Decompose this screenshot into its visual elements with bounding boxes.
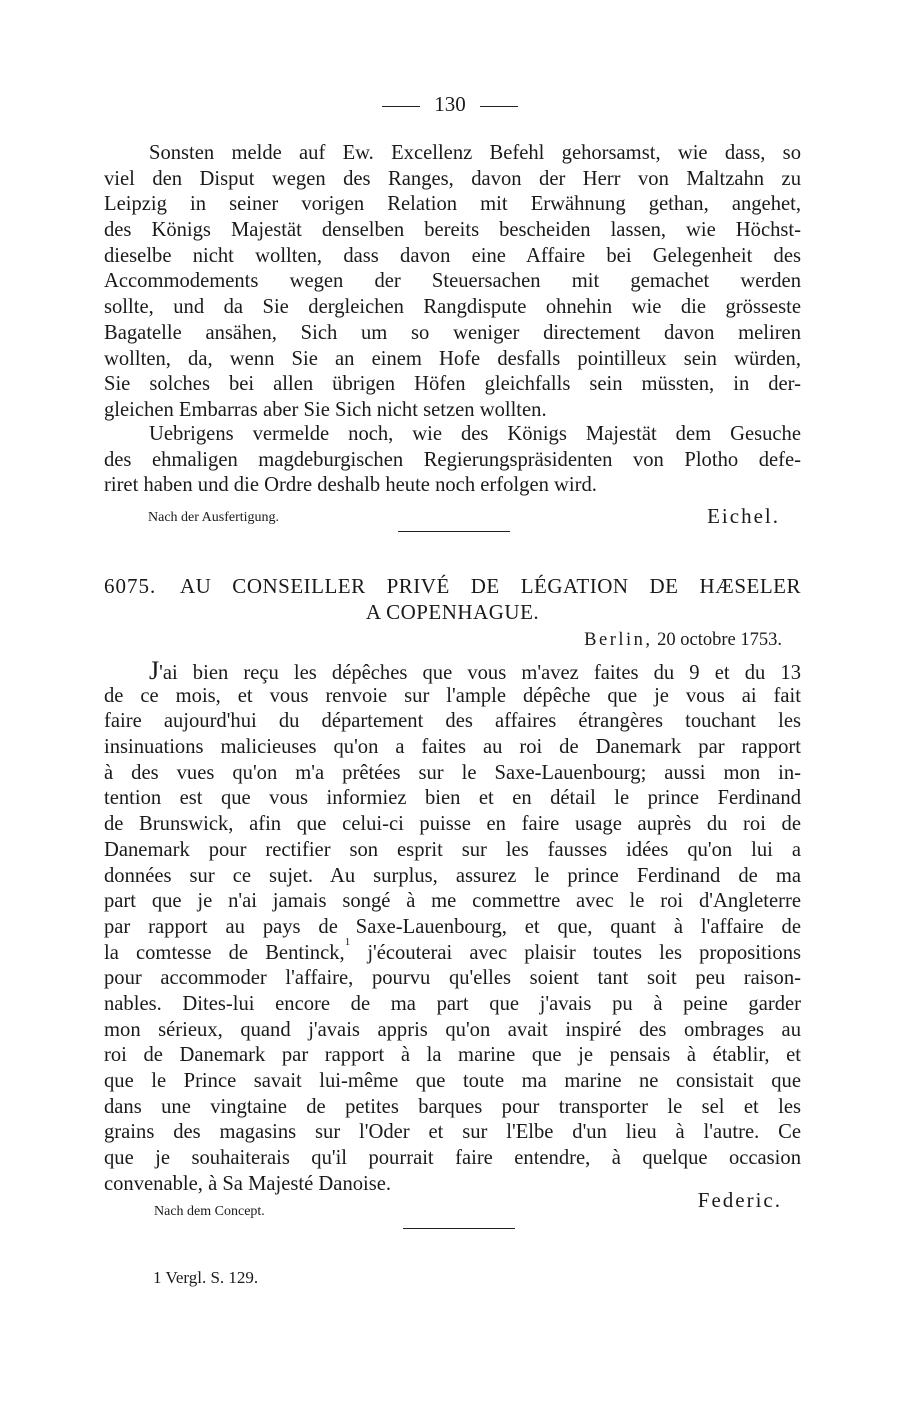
- text-line: nables. Dites-lui encore de ma part que j'avais pu à peine garder: [104, 992, 801, 1015]
- document-number: 6075.: [104, 574, 157, 598]
- heading-line-1: AU CONSEILLER PRIVÉ DE LÉGATION DE HÆSELER: [180, 574, 801, 598]
- source-note-2: Nach dem Concept.: [154, 1204, 265, 1219]
- heading-line-2: A COPENHAGUE.: [365, 600, 540, 624]
- text-line: part que je n'ai jamais songé à me commettre avec le roi d'Angleterre: [104, 890, 801, 913]
- text-line: que je souhaiterais qu'il pourrait faire entendre, à quelque occasion: [104, 1147, 801, 1170]
- dateline-place: Berlin,: [584, 630, 653, 650]
- text-line: Sonsten melde auf Ew. Excellenz Befehl gehorsamst, wie dass, so: [149, 142, 801, 164]
- header-dash-right: [480, 106, 518, 107]
- text-line: convenable, à Sa Majesté Danoise.: [104, 1172, 392, 1195]
- initial-letter: J: [149, 656, 160, 685]
- paragraph-2: [104, 422, 801, 499]
- text-line: viel den Disput wegen des Ranges, davon der Herr von Maltzahn zu: [104, 167, 801, 190]
- text-line: gleichen Embarras aber Sie Sich nicht setzen wollten.: [104, 398, 547, 421]
- page-header: [0, 92, 900, 117]
- text-line: Leipzig in seiner vorigen Relation mit Erwähnung gethan, angehet,: [104, 193, 801, 216]
- text-line: à des vues qu'on m'a prêtées sur le Saxe-Lauenbourg; aussi mon in-: [104, 761, 801, 784]
- section-divider-1: [398, 531, 510, 532]
- signature-2: Federic.: [697, 1188, 782, 1212]
- text-line: [104, 658, 801, 684]
- page-number: 130: [434, 92, 466, 116]
- text-line: [104, 935, 802, 967]
- text-line: dieselbe nicht wollten, dass davon eine Affaire bei Gelegenheit des: [104, 244, 801, 267]
- text-line: des Königs Majestät denselben bereits bescheiden lassen, wie Höchst-: [104, 219, 801, 242]
- section-divider-2: [403, 1228, 515, 1229]
- signature-1: Eichel.: [707, 504, 780, 528]
- dateline: [584, 630, 782, 651]
- text-line: Danemark pour rectifier son esprit sur les fausses idées qu'on lui a: [104, 838, 801, 861]
- text-fragment: j'écouterai avec plaisir toutes les propositions: [350, 941, 802, 964]
- text-line: roi de Danemark par rapport à la marine que je pensais à établir, et: [104, 1044, 801, 1067]
- text-line: riret haben und die Ordre deshalb heute noch erfolgen wird.: [104, 474, 597, 497]
- text-line: grains des magasins sur l'Oder et sur l'Elbe d'un lieu à l'autre. Ce: [104, 1121, 801, 1144]
- text-line: Sie solches bei allen übrigen Höfen gleichfalls sein müssten, in der-: [104, 373, 801, 396]
- text-line: sollte, und da Sie dergleichen Rangdispute ohnehin wie die grösseste: [104, 296, 801, 319]
- footnote-marker: 1: [153, 1268, 162, 1287]
- dateline-date: 20 octobre 1753.: [657, 630, 782, 650]
- text-line: des ehmaligen magdeburgischen Regierungspräsidenten von Plotho defe-: [104, 448, 801, 471]
- text-line: pour accommoder l'affaire, pourvu qu'elles soient tant soit peu raison-: [104, 967, 801, 990]
- text-line: par rapport au pays de Saxe-Lauenbourg, et que, quant à l'affaire de: [104, 915, 801, 938]
- text-line: insinuations malicieuses qu'on a faites au roi de Danemark par rapport: [104, 736, 801, 759]
- text-line: wollten, da, wenn Sie an einem Hofe desfalls pointilleux sein würden,: [104, 347, 801, 370]
- text-line: faire aujourd'hui du département des affaires étrangères touchant les: [104, 710, 801, 733]
- text-line: mon sérieux, quand j'avais appris qu'on avait inspiré des ombrages au: [104, 1018, 801, 1041]
- text-line: Bagatelle ansähen, Sich um so weniger directement davon meliren: [104, 321, 801, 344]
- text-line: données sur ce sujet. Au surplus, assurez le prince Ferdinand de ma: [104, 864, 801, 887]
- text-line: Uebrigens vermelde noch, wie des Königs Majestät dem Gesuche: [149, 423, 801, 445]
- text-line: que le Prince savait lui-même que toute ma marine ne consistait que: [104, 1070, 801, 1092]
- footnote: [153, 1268, 258, 1288]
- paragraph-1: [104, 141, 801, 424]
- text-fragment: la comtesse de Bentinck,: [104, 941, 345, 964]
- text-line: tention est que vous informiez bien et en détail le prince Ferdinand: [104, 787, 801, 810]
- footnote-text: Vergl. S. 129.: [165, 1268, 259, 1287]
- text-line: Accommodements wegen der Steuersachen mit gemachet werden: [104, 270, 801, 293]
- footnote-reference: 1: [344, 935, 351, 948]
- text-line: dans une vingtaine de petites barques pour transporter le sel et les: [104, 1095, 801, 1118]
- header-dash-left: [382, 106, 420, 107]
- paragraph-3: [104, 658, 801, 1197]
- text-fragment: 'ai bien reçu les dépêches que vous m'avez faites du 9 et du 13: [159, 662, 801, 684]
- source-note-1: Nach der Ausfertigung.: [148, 510, 280, 525]
- text-line: de Brunswick, afin que celui-ci puisse en faire usage auprès du roi de: [104, 813, 801, 836]
- text-line: de ce mois, et vous renvoie sur l'ample dépêche que je vous ai fait: [104, 684, 801, 707]
